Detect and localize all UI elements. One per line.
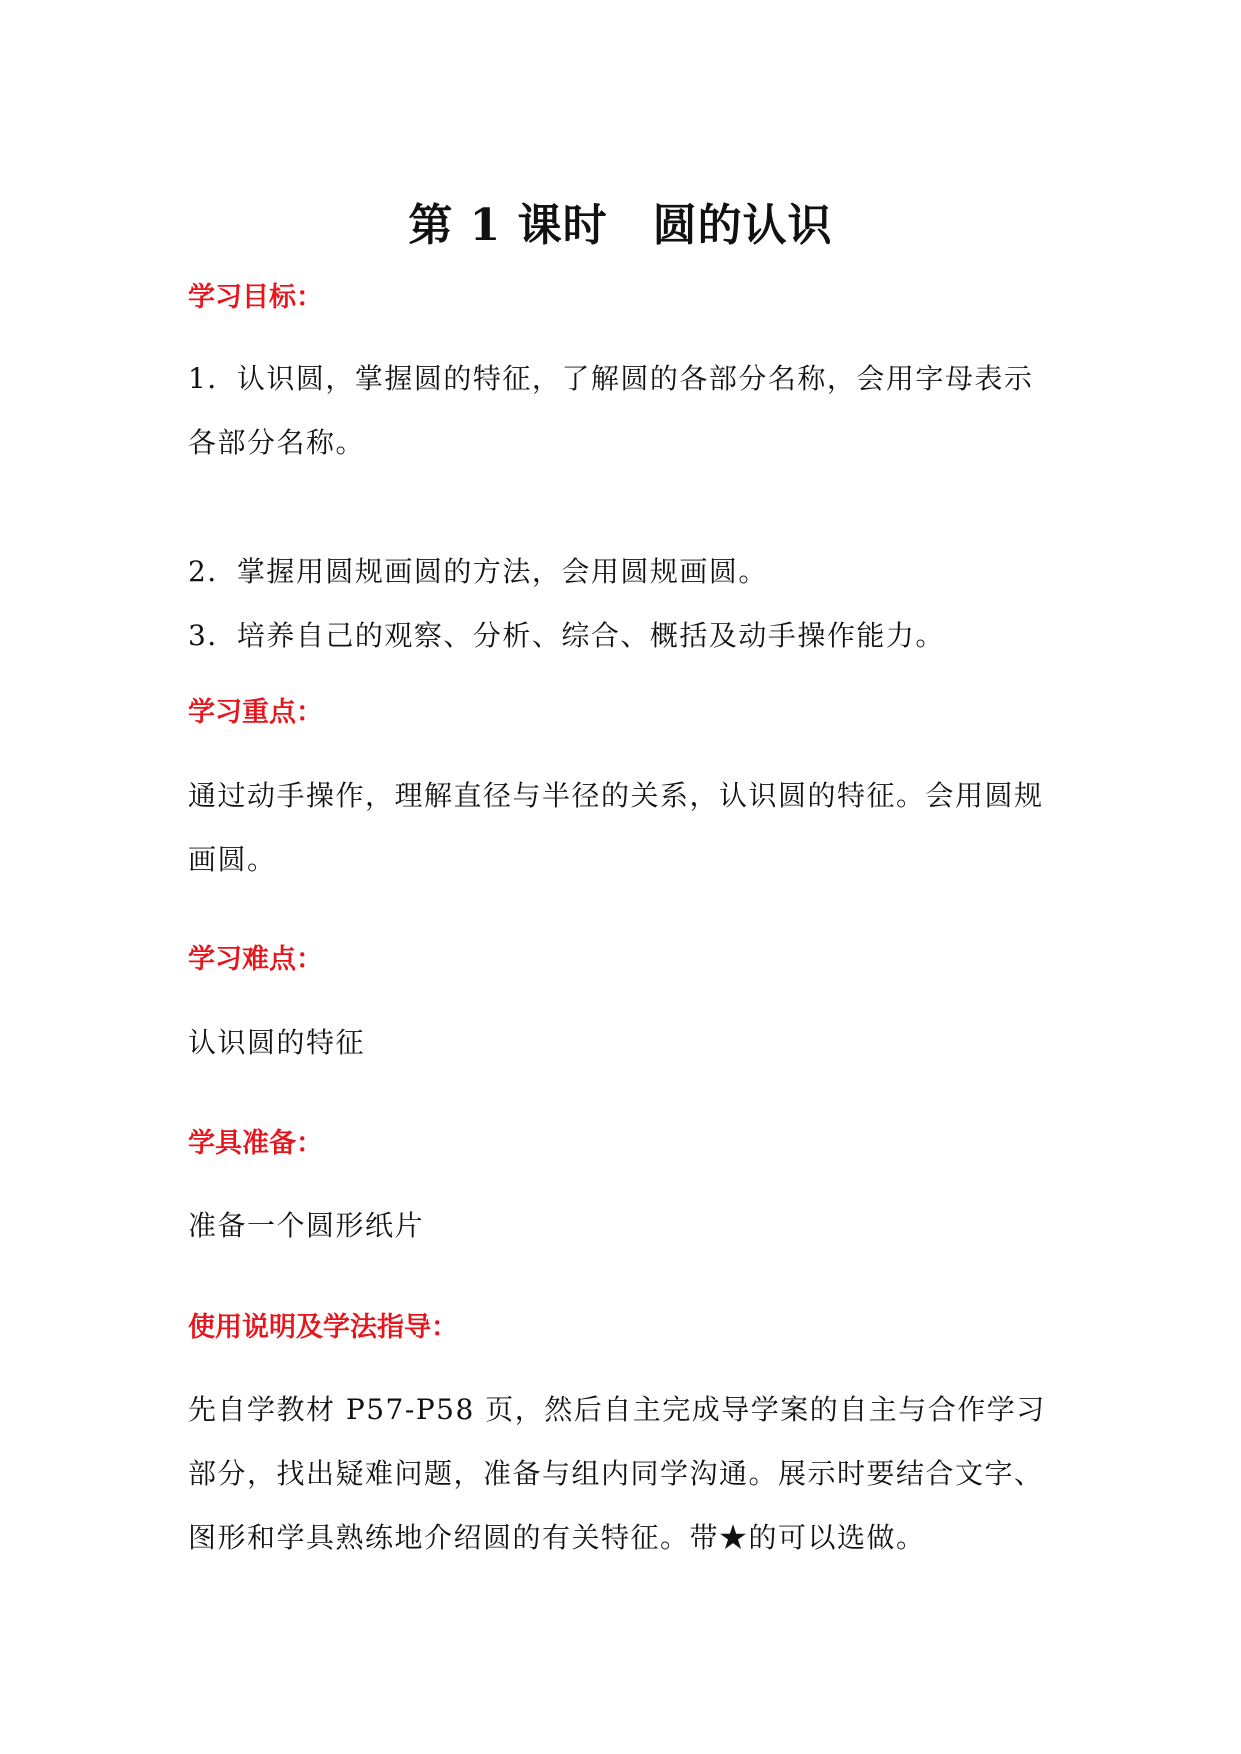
instructions-text: 先自学教材 P57-P58 页，然后自主完成导学案的自主与合作学习部分，找出疑难问题，准备与组内同学沟通。展示时要结合文字、图形和学具熟练地介绍圆的有关特征。带★的可以选做。: [188, 1393, 1046, 1554]
materials-text: 准备一个圆形纸片: [188, 1209, 425, 1242]
key-points-heading: 学习重点：: [188, 697, 323, 728]
objectives-heading: 学习目标：: [188, 282, 323, 313]
instructions-heading: 使用说明及学法指导：: [188, 1312, 458, 1343]
page-title: 第 1 课时 圆的认识: [408, 200, 833, 251]
objective-item-2: 2．掌握用圆规画圆的方法，会用圆规画圆。: [188, 555, 768, 588]
difficulties-text: 认识圆的特征: [188, 1026, 366, 1059]
difficulties-heading: 学习难点：: [188, 944, 323, 975]
materials-heading: 学具准备：: [188, 1128, 323, 1159]
key-points-text: 通过动手操作，理解直径与半径的关系，认识圆的特征。会用圆规画圆。: [188, 779, 1044, 876]
objective-item-3: 3．培养自己的观察、分析、综合、概括及动手操作能力。: [188, 619, 945, 652]
objective-item-1: 1．认识圆，掌握圆的特征，了解圆的各部分名称，会用字母表示各部分名称。: [188, 362, 1034, 459]
